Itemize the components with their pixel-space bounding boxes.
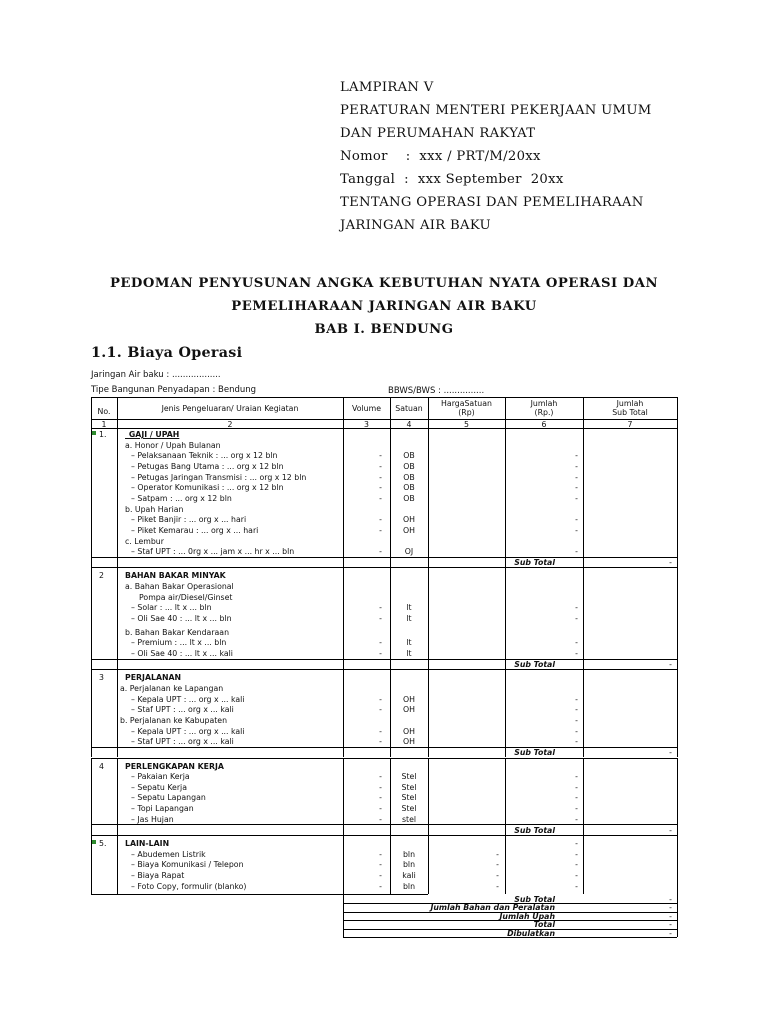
row-satuan: Stel bbox=[401, 782, 417, 792]
row-description: a. Honor / Upah Bulanan bbox=[125, 440, 221, 450]
column-rule bbox=[117, 567, 118, 669]
table-bottom-rule bbox=[91, 894, 428, 895]
row-volume: - bbox=[379, 814, 382, 824]
row-volume: - bbox=[379, 737, 382, 747]
row-description: a. Perjalanan ke Lapangan bbox=[120, 683, 224, 693]
header-no: No. bbox=[97, 407, 111, 416]
column-rule bbox=[428, 397, 429, 430]
header-bottom-rule bbox=[91, 419, 677, 420]
row-satuan: OB bbox=[403, 451, 415, 461]
column-rule bbox=[677, 835, 678, 894]
row-jumlah: - bbox=[575, 694, 578, 704]
bbws-label: BBWS/BWS : ............... bbox=[388, 386, 485, 396]
column-rule bbox=[677, 669, 678, 757]
header-jenis: Jenis Pengeluaran/ Uraian Kegiatan bbox=[161, 404, 299, 413]
row-description: – Operator Komunikasi : ... org x 12 bln bbox=[131, 483, 284, 493]
row-description: Pompa air/Diesel/Ginset bbox=[139, 592, 233, 602]
chapter-title: BAB I. BENDUNG bbox=[314, 322, 454, 337]
row-description: PERLENGKAPAN KERJA bbox=[125, 761, 224, 771]
summary-value: - bbox=[669, 894, 672, 904]
row-jumlah: - bbox=[575, 737, 578, 747]
subtotal-rule bbox=[91, 758, 677, 759]
column-rule bbox=[428, 758, 429, 836]
column-rule bbox=[428, 669, 429, 757]
row-number: 2 bbox=[99, 571, 104, 581]
row-volume: - bbox=[379, 649, 382, 658]
row-description: b. Perjalanan ke Kabupaten bbox=[120, 715, 228, 725]
header-harga: HargaSatuan bbox=[441, 399, 492, 408]
column-rule bbox=[505, 835, 506, 894]
summary-border bbox=[343, 894, 344, 937]
column-rule bbox=[505, 758, 506, 836]
row-jumlah: - bbox=[575, 614, 578, 624]
subtotal-value: - bbox=[669, 660, 672, 670]
column-rule bbox=[390, 397, 391, 430]
row-satuan: kali bbox=[402, 871, 416, 880]
row-harga-satuan: - bbox=[496, 849, 499, 859]
column-rule bbox=[583, 835, 584, 894]
row-volume: - bbox=[379, 461, 382, 471]
summary-border bbox=[677, 894, 678, 937]
row-description: – Staf UPT : ... org x ... kali bbox=[131, 705, 234, 715]
row-satuan: OH bbox=[403, 705, 415, 715]
row-satuan: OH bbox=[403, 737, 415, 747]
summary-label: Sub Total bbox=[514, 894, 555, 904]
jaringan-label: Jaringan Air baku : .................. bbox=[91, 370, 221, 380]
column-rule bbox=[677, 567, 678, 669]
row-description: – Sepatu Kerja bbox=[131, 782, 187, 792]
tipe-bangunan-label: Tipe Bangunan Penyadapan : Bendung bbox=[91, 385, 257, 395]
column-rule bbox=[343, 567, 344, 669]
column-rule bbox=[91, 669, 92, 757]
subtotal-label: Sub Total bbox=[514, 660, 555, 670]
row-description: c. Lembur bbox=[125, 536, 164, 546]
row-description: – Abudemen Listrik bbox=[131, 849, 206, 859]
column-rule bbox=[343, 758, 344, 836]
row-satuan: lt bbox=[406, 603, 412, 613]
subtotal-value: - bbox=[669, 748, 672, 758]
summary-value: - bbox=[669, 920, 672, 930]
column-rule bbox=[583, 397, 584, 430]
row-satuan: bln bbox=[402, 849, 416, 859]
row-volume: - bbox=[379, 705, 382, 715]
row-description: _GAJI / UPAH bbox=[125, 430, 180, 439]
column-rule bbox=[343, 429, 344, 567]
row-description: – Jas Hujan bbox=[131, 814, 174, 824]
column-number-rule bbox=[91, 428, 677, 429]
row-description: BAHAN BAKAR MINYAK bbox=[125, 571, 226, 581]
row-jumlah: - bbox=[575, 839, 578, 849]
column-rule bbox=[91, 567, 92, 669]
row-volume: - bbox=[379, 638, 382, 648]
column-rule bbox=[343, 669, 344, 757]
column-number: 7 bbox=[627, 420, 633, 429]
row-description: – Petugas Jaringan Transmisi : ... org x 12 bln bbox=[131, 472, 307, 482]
row-description: – Biaya Rapat bbox=[131, 871, 185, 880]
row-number: 5. bbox=[99, 839, 107, 849]
row-jumlah: - bbox=[575, 715, 578, 725]
column-rule bbox=[390, 835, 391, 894]
row-jumlah: - bbox=[575, 493, 578, 503]
column-rule bbox=[677, 429, 678, 567]
row-jumlah: - bbox=[575, 772, 578, 782]
column-rule bbox=[583, 567, 584, 669]
row-jumlah: - bbox=[575, 705, 578, 715]
row-description: – Piket Banjir : ... org x ... hari bbox=[131, 515, 247, 525]
row-satuan: OJ bbox=[404, 547, 414, 557]
column-number: 5 bbox=[464, 420, 469, 429]
summary-value: - bbox=[669, 928, 672, 938]
row-volume: - bbox=[379, 614, 382, 624]
subtotal-label: Sub Total bbox=[514, 748, 555, 758]
row-description: b. Upah Harian bbox=[125, 504, 184, 514]
row-jumlah: - bbox=[575, 461, 578, 471]
section-heading: 1.1. Biaya Operasi bbox=[91, 345, 243, 361]
row-jumlah: - bbox=[575, 515, 578, 525]
row-jumlah: - bbox=[575, 525, 578, 535]
row-satuan: Stel bbox=[401, 804, 417, 814]
column-rule bbox=[390, 758, 391, 836]
column-rule bbox=[390, 429, 391, 567]
row-jumlah: - bbox=[575, 472, 578, 482]
row-satuan: OB bbox=[403, 472, 415, 482]
row-number: 3 bbox=[99, 673, 104, 683]
row-volume: - bbox=[379, 483, 382, 493]
row-jumlah: - bbox=[575, 860, 578, 870]
column-rule bbox=[117, 429, 118, 567]
row-volume: - bbox=[379, 525, 382, 535]
column-rule bbox=[428, 429, 429, 567]
header-jumlah-unit: (Rp.) bbox=[534, 408, 554, 417]
row-volume: - bbox=[379, 472, 382, 482]
summary-label: Total bbox=[533, 920, 555, 930]
column-rule bbox=[117, 758, 118, 836]
row-satuan: lt bbox=[406, 638, 412, 648]
row-satuan: lt bbox=[406, 614, 412, 624]
header-satuan: Satuan bbox=[395, 404, 423, 413]
row-satuan: bln bbox=[402, 860, 416, 870]
row-jumlah: - bbox=[575, 793, 578, 803]
column-rule bbox=[505, 567, 506, 669]
header-jumlah: Jumlah bbox=[530, 399, 558, 408]
row-jumlah: - bbox=[575, 603, 578, 613]
header-subtotal-label: Sub Total bbox=[612, 408, 648, 417]
row-jumlah: - bbox=[575, 483, 578, 493]
row-jumlah: - bbox=[575, 849, 578, 859]
comment-marker-icon bbox=[92, 431, 96, 435]
row-satuan: OB bbox=[403, 493, 415, 503]
row-jumlah: - bbox=[575, 881, 578, 891]
row-satuan: Stel bbox=[401, 793, 417, 803]
row-volume: - bbox=[379, 804, 382, 814]
subtotal-rule bbox=[91, 567, 677, 568]
row-jumlah: - bbox=[575, 814, 578, 824]
row-satuan: OH bbox=[403, 726, 415, 736]
row-description: – Satpam : ... org x 12 bln bbox=[131, 493, 232, 503]
document-title: PEMELIHARAAN JARINGAN AIR BAKU bbox=[231, 299, 537, 314]
row-volume: - bbox=[379, 871, 382, 880]
row-number: 1. bbox=[99, 430, 107, 439]
row-volume: - bbox=[379, 782, 382, 792]
summary-value: - bbox=[669, 903, 672, 913]
row-jumlah: - bbox=[575, 726, 578, 736]
row-description: – Sepatu Lapangan bbox=[131, 793, 206, 803]
column-rule bbox=[117, 835, 118, 894]
row-volume: - bbox=[379, 515, 382, 525]
subtotal-value: - bbox=[669, 825, 672, 835]
row-description: – Kepala UPT : ... org x ... kali bbox=[131, 694, 245, 704]
row-volume: - bbox=[379, 547, 382, 557]
row-description: – Foto Copy, formulir (blanko) bbox=[131, 881, 247, 891]
row-description: – Premium : ... lt x ... bln bbox=[131, 638, 227, 648]
row-satuan: OH bbox=[403, 525, 415, 535]
row-description: – Pelaksanaan Teknik : ... org x 12 bln bbox=[131, 451, 278, 461]
column-rule bbox=[428, 567, 429, 669]
row-description: – Topi Lapangan bbox=[131, 804, 194, 814]
row-volume: - bbox=[379, 881, 382, 891]
row-description: – Solar : ... lt x ... bln bbox=[131, 603, 212, 613]
row-description: LAIN-LAIN bbox=[125, 839, 170, 849]
row-jumlah: - bbox=[575, 782, 578, 792]
row-volume: - bbox=[379, 603, 382, 613]
header-line: PERATURAN MENTERI PEKERJAAN UMUM bbox=[340, 103, 652, 118]
column-rule bbox=[390, 567, 391, 669]
row-description: b. Bahan Bakar Kendaraan bbox=[125, 627, 230, 637]
column-rule bbox=[505, 429, 506, 567]
column-number: 3 bbox=[364, 420, 369, 429]
document-title: PEDOMAN PENYUSUNAN ANGKA KEBUTUHAN NYATA OPERASI DAN bbox=[109, 276, 659, 291]
row-harga-satuan: - bbox=[496, 871, 499, 880]
subtotal-label: Sub Total bbox=[514, 558, 555, 568]
row-description: – Kepala UPT : ... org x ... kali bbox=[131, 726, 245, 736]
row-volume: - bbox=[379, 493, 382, 503]
column-number: 1 bbox=[101, 420, 107, 429]
summary-value: - bbox=[669, 911, 672, 921]
header-volume: Volume bbox=[352, 404, 381, 413]
column-rule bbox=[343, 835, 344, 894]
row-satuan: Stel bbox=[401, 772, 417, 782]
row-jumlah: - bbox=[575, 804, 578, 814]
subtotal-rule bbox=[91, 669, 677, 670]
summary-bottom-border bbox=[343, 937, 677, 938]
column-rule bbox=[117, 397, 118, 430]
column-rule bbox=[505, 397, 506, 430]
column-rule bbox=[583, 669, 584, 757]
row-volume: - bbox=[379, 860, 382, 870]
row-jumlah: - bbox=[575, 547, 578, 557]
header-line: LAMPIRAN V bbox=[340, 80, 434, 95]
row-satuan: OH bbox=[403, 515, 415, 525]
row-description: – Staf UPT : ... 0rg x ... jam x ... hr x ... bln bbox=[131, 547, 295, 557]
header-line: DAN PERUMAHAN RAKYAT bbox=[340, 126, 536, 141]
header-line: Nomor : xxx / PRT/M/20xx bbox=[340, 149, 541, 164]
row-description: – Pakaian Kerja bbox=[131, 772, 190, 782]
header-line: TENTANG OPERASI DAN PEMELIHARAAN bbox=[340, 195, 644, 210]
row-volume: - bbox=[379, 694, 382, 704]
row-description: – Oli Sae 40 : ... lt x ... bln bbox=[131, 614, 232, 624]
comment-marker-icon bbox=[92, 840, 96, 844]
row-description: PERJALANAN bbox=[125, 673, 182, 683]
row-satuan: stel bbox=[401, 814, 417, 824]
column-rule bbox=[505, 669, 506, 757]
column-rule bbox=[677, 397, 678, 430]
row-satuan: bln bbox=[402, 881, 416, 891]
column-rule bbox=[91, 758, 92, 836]
row-jumlah: - bbox=[575, 638, 578, 648]
row-volume: - bbox=[379, 726, 382, 736]
row-description: – Biaya Komunikasi / Telepon bbox=[131, 860, 244, 870]
row-number: 4 bbox=[99, 761, 104, 771]
table-top-border bbox=[91, 397, 677, 398]
column-rule bbox=[91, 397, 92, 430]
row-description: a. Bahan Bakar Operasional bbox=[125, 582, 234, 592]
column-rule bbox=[91, 429, 92, 567]
row-jumlah: - bbox=[575, 451, 578, 461]
column-rule bbox=[677, 758, 678, 836]
column-rule bbox=[583, 429, 584, 567]
column-rule bbox=[583, 758, 584, 836]
row-satuan: OB bbox=[403, 461, 415, 471]
row-satuan: lt bbox=[406, 649, 412, 658]
row-volume: - bbox=[379, 793, 382, 803]
row-satuan: OH bbox=[403, 694, 415, 704]
header-subtotal: Jumlah bbox=[616, 399, 644, 408]
row-description: – Piket Kemarau : ... org x ... hari bbox=[131, 525, 259, 535]
column-number: 6 bbox=[541, 420, 547, 429]
summary-label: Jumlah Bahan dan Peralatan bbox=[430, 903, 555, 913]
summary-label: Jumlah Upah bbox=[499, 911, 555, 921]
subtotal-rule bbox=[91, 835, 677, 836]
row-harga-satuan: - bbox=[496, 881, 499, 891]
subtotal-value: - bbox=[669, 558, 672, 568]
row-jumlah: - bbox=[575, 871, 578, 880]
row-description: – Petugas Bang Utama : ... org x 12 bln bbox=[131, 461, 284, 471]
row-volume: - bbox=[379, 772, 382, 782]
row-volume: - bbox=[379, 849, 382, 859]
column-number: 4 bbox=[406, 420, 412, 429]
row-harga-satuan: - bbox=[496, 860, 499, 870]
column-rule bbox=[390, 669, 391, 757]
row-description: – Staf UPT : ... org x ... kali bbox=[131, 737, 234, 747]
subtotal-label: Sub Total bbox=[514, 825, 555, 835]
column-rule bbox=[343, 397, 344, 430]
row-jumlah: - bbox=[575, 649, 578, 658]
column-rule bbox=[428, 835, 429, 894]
row-volume: - bbox=[379, 451, 382, 461]
column-rule bbox=[117, 669, 118, 757]
row-satuan: OB bbox=[403, 483, 415, 493]
summary-label: Dibulatkan bbox=[507, 928, 555, 938]
header-line: JARINGAN AIR BAKU bbox=[340, 218, 491, 233]
header-harga-unit: (Rp) bbox=[458, 408, 475, 417]
row-description: – Oli Sae 40 : ... lt x ... kali bbox=[131, 649, 233, 658]
header-line: Tanggal : xxx September 20xx bbox=[340, 172, 564, 187]
column-number: 2 bbox=[227, 420, 233, 429]
